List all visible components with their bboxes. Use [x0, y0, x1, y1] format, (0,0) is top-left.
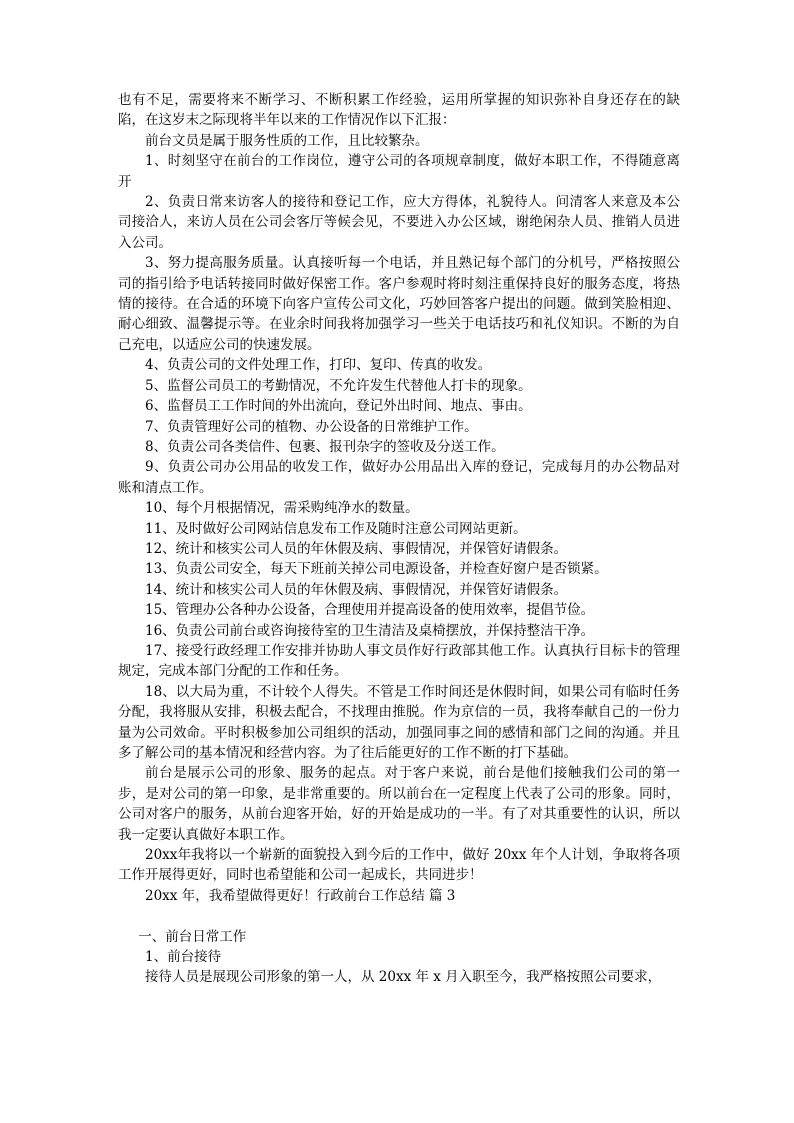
section-subheading: 1、前台接待: [145, 949, 222, 966]
list-item-4: 4、负责公司的文件处理工作，打印、复印、传真的收发。: [145, 357, 492, 374]
list-item-1: 1、时刻坚守在前台的工作岗位，遵守公司的各项规章制度，做好本职工作，不得随意离开: [118, 153, 680, 190]
paragraph-plan: 20xx年我将以一个崭新的面貌投入到今后的工作中，做好 20xx 年个人计划，争取将各项工作开展得更好，同时也希望能和公司一起成长，共同进步！: [118, 847, 680, 884]
document-page: [118, 90, 680, 988]
blank-line: [118, 906, 680, 926]
section-body: 接待人员是展现公司形象的第一人，从 20xx 年 x 月入职至今，我严格按照公司要求，: [145, 969, 662, 986]
list-item-12: 12、统计和核实公司人员的年休假及病、事假情况，并保管好请假条。: [145, 540, 568, 557]
list-item-5: 5、监督公司员工的考勤情况，不允许发生代替他人打卡的现象。: [145, 377, 532, 394]
paragraph-role: 前台文员是属于服务性质的工作，且比较繁杂。: [145, 132, 429, 149]
paragraph-closing: 20xx 年，我希望做得更好！行政前台工作总结 篇 3: [145, 887, 456, 904]
list-item-2: 2、负责日常来访客人的接待和登记工作，应大方得体，礼貌待人。问清客人来意及本公司接洽人，来访人员在公司会客厅等候会见，不要进入办公区域，谢绝闲杂人员、推销人员进入公司。: [118, 194, 680, 251]
section-heading: 一、前台日常工作: [138, 928, 247, 945]
list-item-9: 9、负责公司办公用品的收发工作，做好办公用品出入库的登记，完成每月的办公物品对账和清点工作。: [118, 459, 680, 496]
list-item-18: 18、以大局为重，不计较个人得失。不管是工作时间还是休假时间，如果公司有临时任务分配，我将服从安排，积极去配合，不找理由推脱。作为京信的一员，我将奉献自己的一份力量为公司效命。平时积极参加公司组织的活动，加强同事之间的感情和部门之间的沟通。并且多了解公司的基本情况和经营内容。为了往后能更好的工作不断的打下基础。: [118, 683, 680, 761]
list-item-15: 15、管理办公各种办公设备，合理使用并提高设备的使用效率，提倡节俭。: [145, 602, 595, 619]
list-item-7: 7、负责管理好公司的植物、办公设备的日常维护工作。: [145, 418, 478, 435]
list-item-14: 14、统计和核实公司人员的年休假及病、事假情况，并保管好请假条。: [145, 581, 568, 598]
list-item-10: 10、每个月根据情况，需采购纯净水的数量。: [145, 500, 419, 517]
list-item-17: 17、接受行政经理工作安排并协助人事文员作好行政部其他工作。认真执行目标卡的管理规定，完成本部门分配的工作和任务。: [118, 642, 680, 680]
list-item-13: 13、负责公司安全，每天下班前关掉公司电源设备，并检查好窗户是否锁紧。: [145, 561, 608, 578]
list-item-3: 3、努力提高服务质量。认真接听每一个电话，并且熟记每个部门的分机号，严格按照公司的指引给予电话转接同时做好保密工作。客户参观时将时刻注重保持良好的服务态度，将热情的接待。在合适的环境下向客户宣传公司文化，巧妙回答客户提出的问题。做到笑脸相迎、耐心细致、温馨提示等。在业余时间我将加强学习一些关于电话技巧和礼仪知识。不断的为自己充电，以适应公司的快速发展。: [118, 255, 680, 353]
list-item-6: 6、监督员工工作时间的外出流向，登记外出时间、地点、事由。: [145, 398, 532, 415]
list-item-16: 16、负责公司前台或咨询接待室的卫生清洁及桌椅摆放，并保持整洁干净。: [145, 622, 595, 639]
list-item-8: 8、负责公司各类信件、包裹、报刊杂字的签收及分送工作。: [145, 438, 505, 455]
paragraph-front-desk-importance: 前台是展示公司的形象、服务的起点。对于客户来说，前台是他们接触我们公司的第一步，是对公司的第一印象，是非常重要的。所以前台在一定程度上代表了公司的形象。同时，公司对客户的服务，从前台迎客开始，好的开始是成功的一半。有了对其重要性的认识，所以我一定要认真做好本职工作。: [118, 765, 680, 843]
paragraph-intro: 也有不足，需要将来不断学习、不断积累工作经验，运用所掌握的知识弥补自身还存在的缺陷，在这岁末之际现将半年以来的工作情况作以下汇报：: [118, 92, 680, 129]
list-item-11: 11、及时做好公司网站信息发布工作及随时注意公司网站更新。: [145, 520, 527, 537]
